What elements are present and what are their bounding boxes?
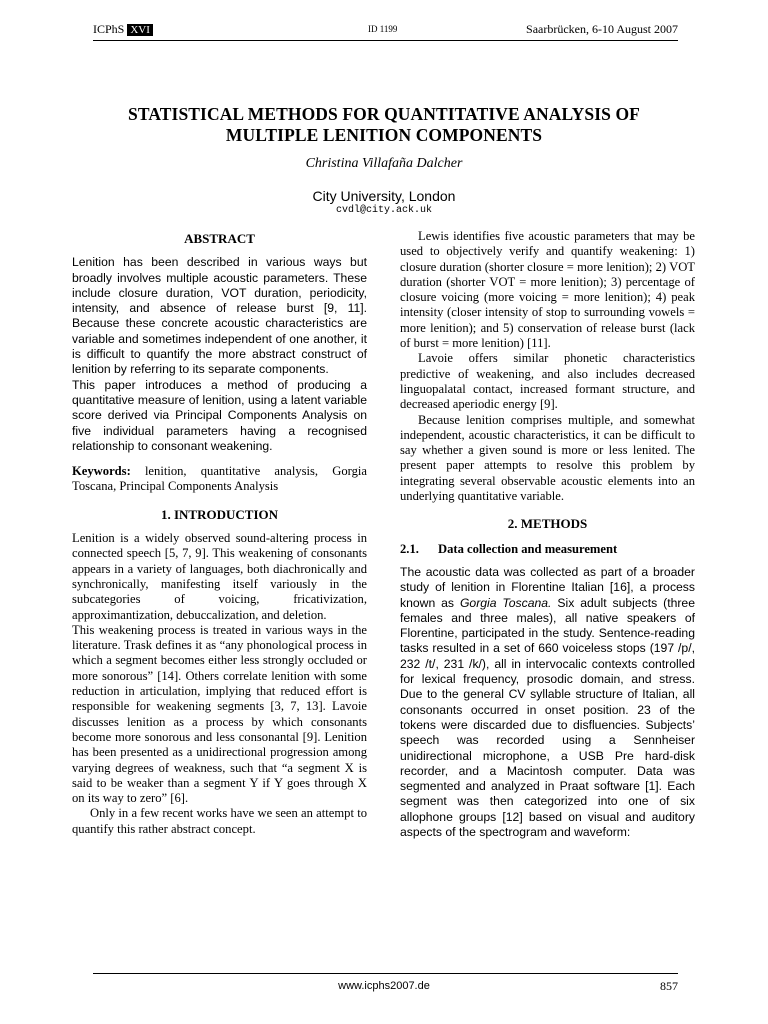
keywords bbox=[72, 464, 367, 495]
right-paragraph-3: Because lenition comprises multiple, and somewhat independent, acoustic characteristics, it can be difficult to say whether a given sound is more or less lenited. The present paper attempts to resolve this problem by integrating several observable acoustic elements into an underlying quantitative variable. bbox=[400, 412, 695, 504]
methods-text-before: The acoustic data was collected as part of a broader study of lenition in Florentine Italian [16], a process known as bbox=[400, 564, 695, 610]
conference-number-box: XVI bbox=[127, 24, 153, 36]
title-line-1: STATISTICAL METHODS FOR QUANTITATIVE ANALYSIS OF bbox=[128, 104, 640, 124]
title-line-2: MULTIPLE LENITION COMPONENTS bbox=[225, 125, 543, 145]
abstract-paragraph-1: Lenition has been described in various ways but broadly involves multiple acoustic parameters. These include closure duration, VOT duration, periodicity, intensity, and absence of release burst [9, 11]. Because these concrete acoustic characteristics are variable and sometimes independent of one another, it is difficult to quantify the more abstract construct of lenition by referring to its separate components. bbox=[72, 255, 367, 377]
affiliation: City University, London bbox=[312, 188, 456, 204]
methods-text-after: Six adult subjects (three females and three males), all native speakers of Florentine, participated in the study. Sentence-reading tasks resulted in a set of 660 voiceless stops (197 /p/, 232 /t/, 231 /k/), all in intervocalic contexts controlled for lexical frequency, prosodic domain, and stress. Due to the general CV syllable structure of Italian, all consonants occurred in onset position. 23 of the tokens were discarded due to disfluencies. Subjects’ speech was recorded using a Sennheiser unidirectional microphone, a USB Pre hard-disk recorder, and a Macintosh computer. Data was segmented and analyzed in Praat software [1]. Each segment was then categorized into one of six allophone groups [12] based on visual and auditory aspects of the spectrogram and waveform: bbox=[400, 595, 695, 839]
keywords-text: lenition, quantitative analysis, Gorgia Toscana, Principal Components Analysis bbox=[72, 464, 367, 494]
methods-heading: 2. METHODS bbox=[507, 516, 588, 532]
location-date: Saarbrücken, 6-10 August 2007 bbox=[526, 22, 678, 36]
keywords-label: Keywords: bbox=[72, 464, 131, 479]
conference-name bbox=[93, 22, 153, 37]
footer-rule bbox=[93, 973, 678, 974]
intro-paragraph-1: Lenition is a widely observed sound-altering process in connected speech [5, 7, 9]. This weakening of consonants appears in a variety of languages, both diachronically and synchronically, manifesting itself variously in the subcategories of voicing, fricativization, approximantization, debuccalization, and deletion. bbox=[72, 531, 367, 622]
right-paragraph-2: Lavoie offers similar phonetic characteristics predictive of weakening, and also includes decreased linguopalatal contact, increased formant structure, and decreased aperiodic energy [9]. bbox=[400, 351, 695, 412]
abstract-heading: ABSTRACT bbox=[184, 231, 255, 246]
page-number: 857 bbox=[660, 979, 678, 993]
right-paragraph-1: Lewis identifies five acoustic parameters that may be used to objectively verify and quantify weakening: 1) closure duration (shorter closure = more lenition); 2) VOT duration (shorter VOT = more lenition); 3) percentage of closure voicing (more voicing = more lenition); 4) peak intensity (closer intensity of stop to surrounding vowels = more lenition); and 5) conservation of release burst (lack of burst = more lenition) [11]. bbox=[400, 229, 695, 351]
left-column bbox=[72, 229, 367, 837]
author-name: Christina Villafaña Dalcher bbox=[305, 156, 463, 171]
abstract-paragraph-2: This paper introduces a method of producing a quantitative measure of lenition, using a latent variable score derived via Principal Components Analysis on five individual parameters having a recognised relationship to consonant weakening. bbox=[72, 377, 367, 453]
intro-paragraph-3: Only in a few recent works have we seen an attempt to quantify this rather abstract concept. bbox=[72, 806, 367, 836]
subsection-title: Data collection and measurement bbox=[438, 541, 618, 556]
intro-heading: 1. INTRODUCTION bbox=[160, 506, 278, 522]
conference-acronym: ICPhS bbox=[93, 22, 125, 36]
header-rule bbox=[93, 40, 678, 41]
subsection-heading bbox=[400, 542, 695, 557]
methods-paragraph bbox=[400, 565, 695, 840]
running-header bbox=[93, 22, 678, 42]
paper-id: ID 1199 bbox=[368, 24, 398, 34]
intro-paragraph-2: This weakening process is treated in various ways in the literature. Trask defines it as “any phonological process in which a segment becomes either less strongly occluded or more sonorous” [14]. Others correlate lenition with some reduction in articulation, implying that reduced effort is responsible for weakening segments [3, 7, 13]. Lavoie discusses lenition as a process by which consonants become more sonorous and less consonantal [9]. Lenition has been presented as a unidirectional progression among varying degrees of weakness, such that “a segment X is said to be weaker than a segment Y if Y goes through X on its way to zero” [6]. bbox=[72, 622, 367, 806]
right-column bbox=[400, 229, 695, 840]
subsection-number: 2.1. bbox=[400, 541, 419, 556]
paper-title bbox=[40, 104, 728, 146]
footer-url: www.icphs2007.de bbox=[338, 980, 430, 992]
author-email: cvdl@city.ack.uk bbox=[335, 205, 432, 216]
gorgia-toscana-term: Gorgia Toscana. bbox=[459, 595, 552, 610]
